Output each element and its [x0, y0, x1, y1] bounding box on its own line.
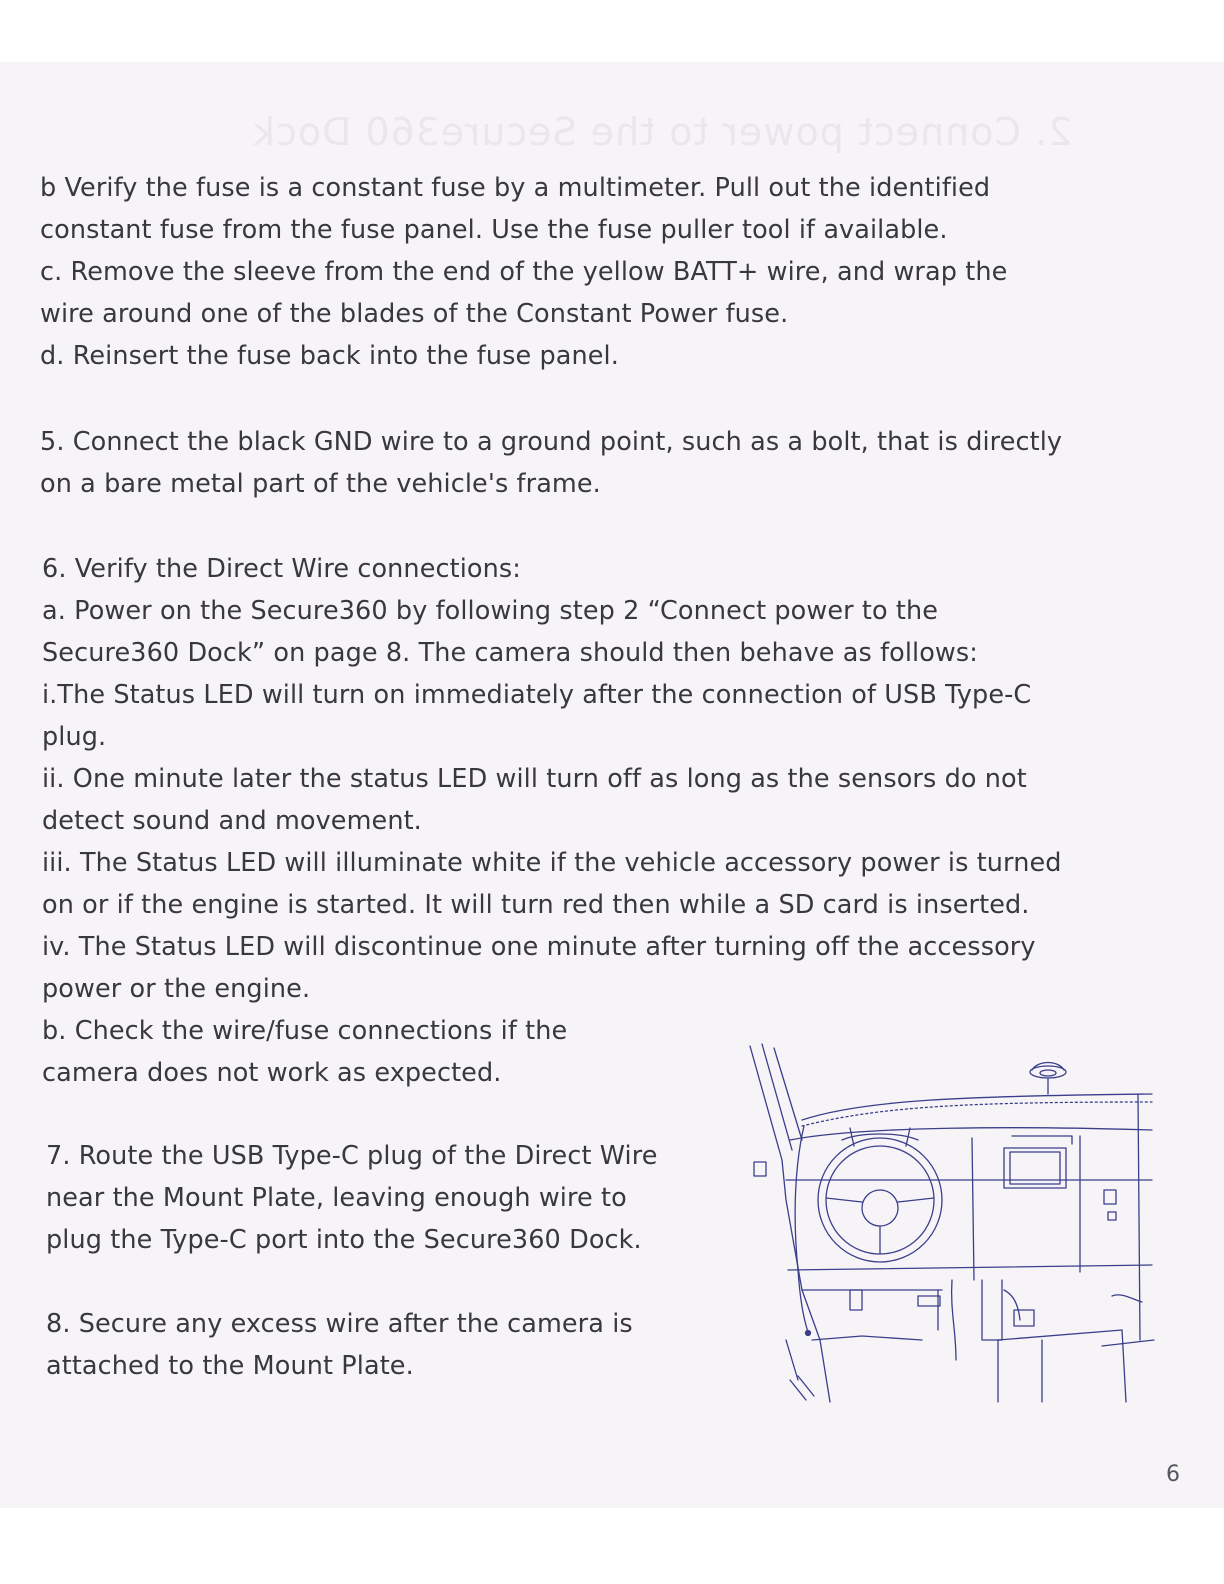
text-line: camera does not work as expected. [42, 1058, 502, 1088]
step-5 [40, 421, 1062, 505]
text-line: i.The Status LED will turn on immediately after the connection of USB Type-C [42, 680, 1032, 710]
text-line: iii. The Status LED will illuminate white if the vehicle accessory power is turned [42, 848, 1062, 878]
step-6 [42, 548, 1062, 1094]
text-line: c. Remove the sleeve from the end of the yellow BATT+ wire, and wrap the [40, 257, 1008, 287]
text-line: on or if the engine is started. It will turn red then while a SD card is inserted. [42, 890, 1030, 920]
bleed-through-heading: 2. Connect power to the Secure360 Dock [252, 110, 1073, 154]
text-line: plug the Type-C port into the Secure360 Dock. [46, 1225, 642, 1255]
text-line: d. Reinsert the fuse back into the fuse panel. [40, 341, 619, 371]
text-line: 6. Verify the Direct Wire connections: [42, 554, 521, 584]
step-8 [46, 1303, 633, 1387]
text-line: constant fuse from the fuse panel. Use the fuse puller tool if available. [40, 215, 948, 245]
text-line: ii. One minute later the status LED will turn off as long as the sensors do not [42, 764, 1027, 794]
text-line: Secure360 Dock” on page 8. The camera should then behave as follows: [42, 638, 978, 668]
text-line: 5. Connect the black GND wire to a ground point, such as a bolt, that is directly [40, 427, 1063, 457]
text-line: plug. [42, 722, 107, 752]
text-line: iv. The Status LED will discontinue one minute after turning off the accessory [42, 932, 1036, 962]
text-line: 7. Route the USB Type-C plug of the Direct Wire [46, 1141, 658, 1171]
text-line: 8. Secure any excess wire after the camera is [46, 1309, 633, 1339]
text-line: b. Check the wire/fuse connections if the [42, 1016, 568, 1046]
text-line: detect sound and movement. [42, 806, 422, 836]
text-line: wire around one of the blades of the Constant Power fuse. [40, 299, 789, 329]
text-line: power or the engine. [42, 974, 311, 1004]
text-line: a. Power on the Secure360 by following step 2 “Connect power to the [42, 596, 939, 626]
page-number: 6 [1166, 1462, 1180, 1487]
step-4-continued [40, 167, 1007, 377]
step-7 [46, 1135, 658, 1261]
text-line: b Verify the fuse is a constant fuse by a multimeter. Pull out the identified [40, 173, 991, 203]
text-line: near the Mount Plate, leaving enough wire to [46, 1183, 627, 1213]
text-line: on a bare metal part of the vehicle's frame. [40, 469, 601, 499]
text-line: attached to the Mount Plate. [46, 1351, 414, 1381]
car-interior-wiring-illustration [742, 1040, 1162, 1412]
